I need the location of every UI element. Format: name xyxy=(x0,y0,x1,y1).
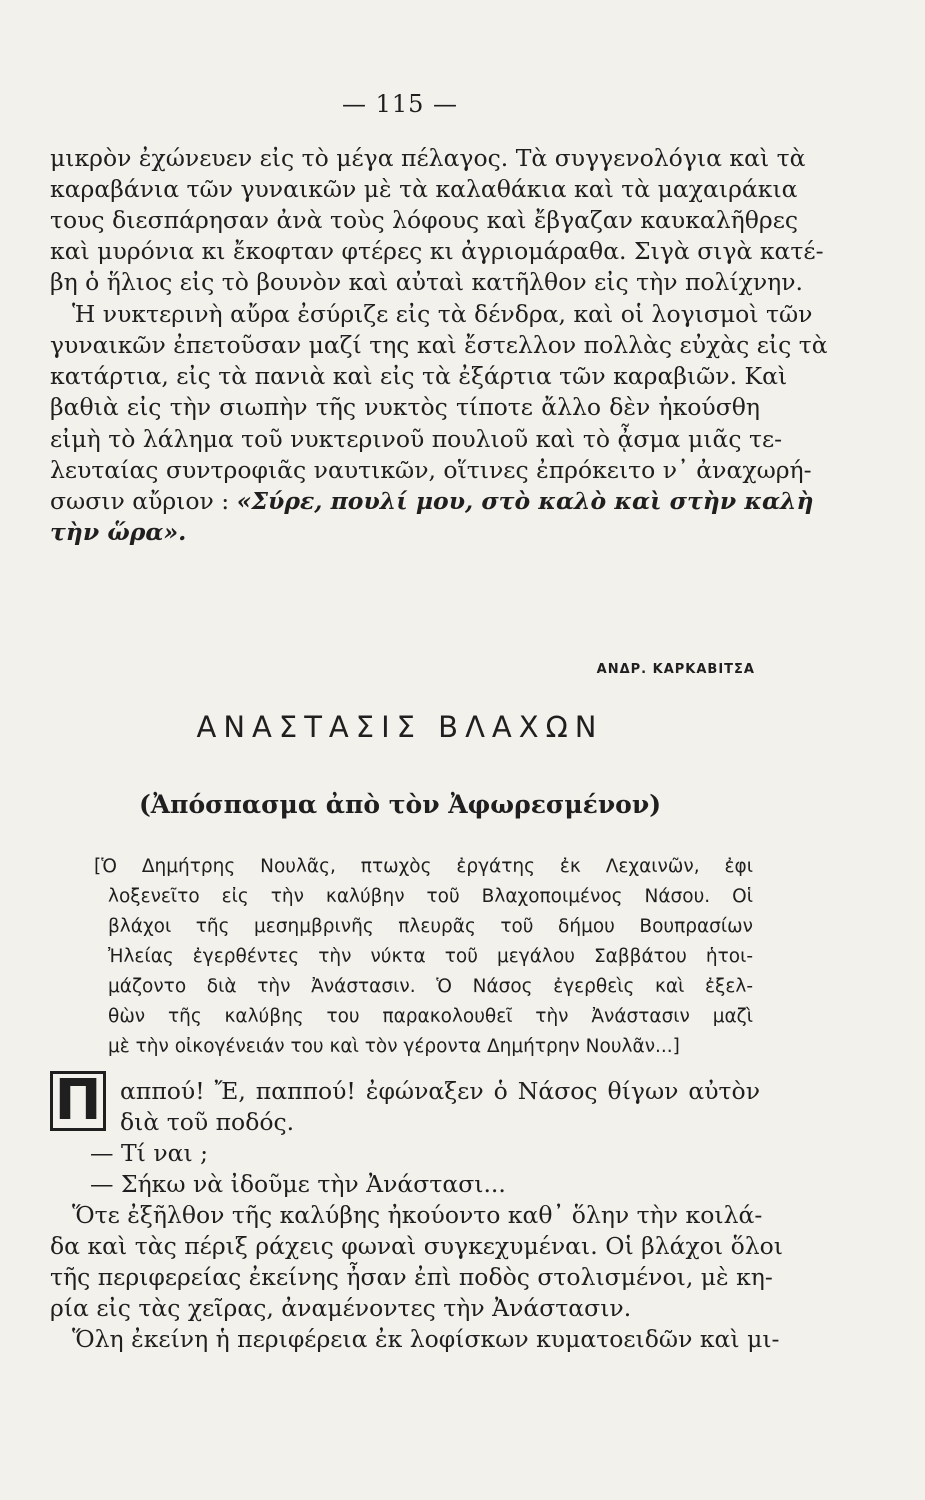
page-number: — 115 — xyxy=(341,90,459,118)
text-line: κατάρτια, εἰς τὰ πανιὰ καὶ εἰς τὰ ἐξάρτια τῶν καραβιῶν. Καὶ xyxy=(50,362,788,390)
drop-cap: Π xyxy=(50,1071,106,1131)
dialogue-line: — Σήκω νὰ ἰδοῦμε τὴν Ἀνάστασι... xyxy=(90,1170,506,1198)
text-line: μικρὸν ἐχώνευεν εἰς τὸ μέγα πέλαγος. Τὰ συγγενολόγια καὶ τὰ xyxy=(50,144,806,172)
section-subtitle: (Ἀπόσπασμα ἀπὸ τὸν Ἀφωρεσμένον) xyxy=(138,790,662,819)
text-line: καὶ μυρόνια κι ἔκοφταν φτέρες κι ἀγριομάραθα. Σιγὰ σιγὰ κατέ- xyxy=(50,237,824,265)
text-line: ρία εἰς τὰς χεῖρας, ἀναμένοντες τὴν Ἀνάστασιν. xyxy=(50,1294,632,1322)
text-line: τῆς περιφερείας ἐκείνης ἦσαν ἐπὶ ποδὸς στολισμένοι, μὲ κη- xyxy=(50,1263,773,1291)
text-line: τους διεσπάρησαν ἀνὰ τοὺς λόφους καὶ ἔβγαζαν καυκαλῆθρες xyxy=(50,206,799,234)
author-name: ΑΝΔΡ. ΚΑΡΚΑΒΙΤΣΑ xyxy=(596,662,755,677)
intro-line: βλάχοι τῆς μεσημβρινῆς πλευρᾶς τοῦ δήμου Βουπρασίων xyxy=(108,916,753,937)
text-line: γυναικῶν ἐπετοῦσαν μαζί της καὶ ἔστελλον πολλὰς εὐχὰς εἰς τὰ xyxy=(50,331,828,359)
text-line: καραβάνια τῶν γυναικῶν μὲ τὰ καλαθάκια καὶ τὰ μαχαιράκια xyxy=(50,175,798,203)
text-line: βαθιὰ εἰς τὴν σιωπὴν τῆς νυκτὸς τίποτε ἄλλο δὲν ἠκούσθη xyxy=(50,393,760,421)
intro-line: θὼν τῆς καλύβης του παρακολουθεῖ τὴν Ἀνάστασιν μαζὶ xyxy=(108,1006,753,1027)
text-line: διὰ τοῦ ποδός. xyxy=(120,1108,295,1136)
text-line: δα καὶ τὰς πέριξ ράχεις φωναὶ συγκεχυμέναι. Οἱ βλάχοι ὅλοι xyxy=(50,1232,783,1260)
song-quote: «Σύρε, πουλί μου, στὸ καλὸ καὶ στὴν καλὴ xyxy=(236,487,814,515)
intro-line: [Ὁ Δημήτρης Νουλᾶς, πτωχὸς ἐργάτης ἐκ Λεχαινῶν, ἐφι xyxy=(94,856,753,877)
text-line: Ὅτε ἐξῆλθον τῆς καλύβης ἠκούοντο καθ᾿ ὅλην τὴν κοιλά- xyxy=(72,1201,763,1229)
intro-line: Ἠλείας ἐγερθέντες τὴν νύκτα τοῦ μεγάλου Σαββάτου ἡτοι- xyxy=(108,946,753,967)
section-title: ΑΝΑΣΤΑΣΙΣ ΒΛΑΧΩΝ xyxy=(196,710,604,744)
text-line: βη ὁ ἥλιος εἰς τὸ βουνὸν καὶ αὐταὶ κατῆλθον εἰς τὴν πολίχνην. xyxy=(50,268,804,296)
text-line: λευταίας συντροφιᾶς ναυτικῶν, οἵτινες ἐπρόκειτο ν᾿ ἀναχωρή- xyxy=(50,456,812,484)
text-line: Ἡ νυκτερινὴ αὔρα ἐσύριζε εἰς τὰ δένδρα, καὶ οἱ λογισμοὶ τῶν xyxy=(72,300,813,328)
text-line: Ὅλη ἐκείνη ἡ περιφέρεια ἐκ λοφίσκων κυματοειδῶν καὶ μι- xyxy=(72,1325,780,1353)
dialogue-line: — Τί ναι ; xyxy=(90,1139,209,1167)
text-plain: σωσιν αὔριον : xyxy=(50,487,230,515)
text-line xyxy=(50,517,760,547)
intro-line: μὲ τὴν οἰκογένειάν του καὶ τὸν γέροντα Δημήτρην Νουλᾶν...] xyxy=(108,1036,680,1057)
text-line xyxy=(50,486,814,516)
text-line: εἰμὴ τὸ λάλημα τοῦ νυκτερινοῦ πουλιοῦ καὶ τὸ ᾆσμα μιᾶς τε- xyxy=(50,425,783,453)
intro-line: λοξενεῖτο εἰς τὴν καλύβην τοῦ Βλαχοποιμένος Νάσου. Οἱ xyxy=(108,886,753,907)
song-quote-end: τὴν ὥρα». xyxy=(50,518,187,546)
intro-line: μάζοντο διὰ τὴν Ἀνάστασιν. Ὁ Νάσος ἐγερθεὶς καὶ ἐξελ- xyxy=(108,976,753,997)
text-line: αππού! Ἔ, παππού! ἐφώναξεν ὁ Νάσος θίγων αὐτὸν xyxy=(120,1077,760,1105)
